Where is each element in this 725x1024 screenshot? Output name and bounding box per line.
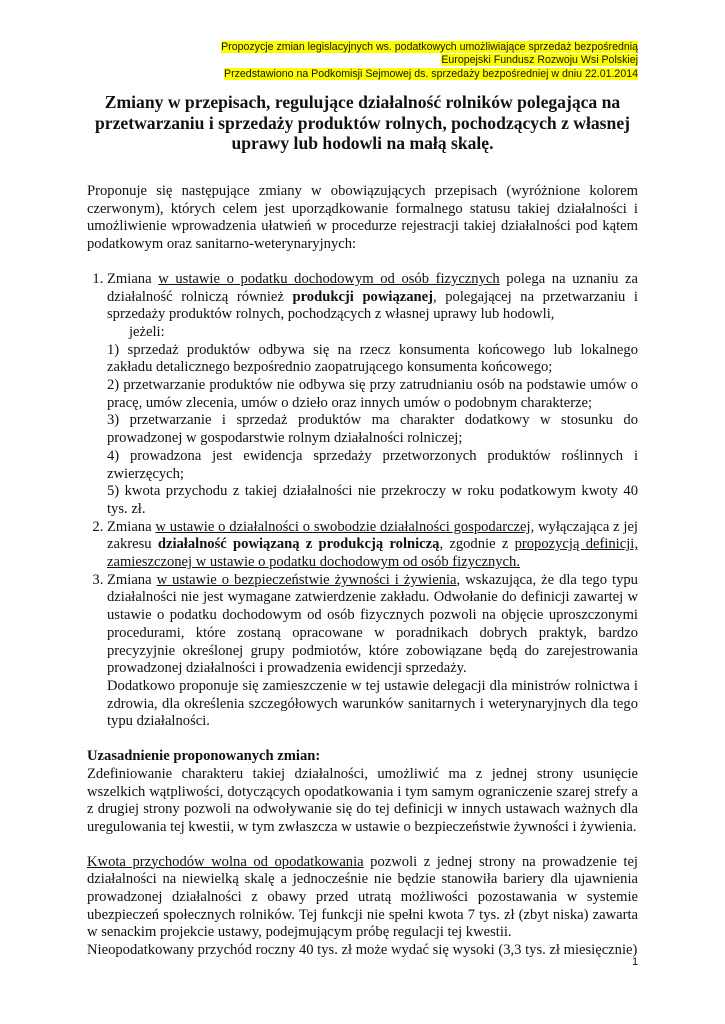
justification-paragraph-1: Zdefiniowanie charakteru takiej działalności, umożliwić ma z jednej strony usunięcie wszelkich wątpliwości, dotyczących opodatkowania i tym samym ograniczenie szarej strefy a z drugiej strony pozwoli na odwoływanie się do tej definicji w innych ustawach ważnych dla uregulowania tej kwestii, w tym zwłaszcza w ustawie o bezpieczeństwie żywności i żywienia.: [87, 765, 638, 835]
header-line-2: Europejski Fundusz Rozwoju Wsi Polskiej: [441, 54, 638, 67]
condition-3: 3) przetwarzanie i sprzedaż produktów ma charakter dodatkowy w stosunku do prowadzonej w gospodarstwie rolnym działalności rolniczej;: [107, 412, 638, 447]
document-title: Zmiany w przepisach, regulujące działalność rolników polegająca na przetwarzaniu i sprzedaży produktów rolnych, pochodzących z własnej uprawy lub hodowli na małą skalę.: [95, 92, 630, 153]
proposal-item-2: [107, 519, 638, 572]
proposal-3-text: 3. Zmiana w ustawie o bezpieczeństwie żywności i żywienia, wskazująca, że dla tego typu działalności nie jest wymagane zatwierdzenie zakładu. Odwołanie do definicji zawartej w ustawie o podatku dochodowym od osób fizycznych pozwoli na objęcie uproszczonymi procedurami, które zostaną opracowane w poradnikach dobrych praktyk, bardzo precyzyjnie określonej grupy podmiotów, które zobowiązane będą do zarejestrowania prowadzonej działalności i prowadzenia ewidencji sprzedaży.: [107, 571, 638, 677]
condition-5: 5) kwota przychodu z takiej działalności nie przekroczy w roku podatkowym kwoty 40 tys. zł.: [107, 483, 638, 517]
header-line-1: Propozycje zmian legislacyjnych ws. podatkowych umożliwiające sprzedaż bezpośrednią: [221, 41, 638, 53]
document-header: [221, 41, 638, 81]
condition-intro: jeżeli:: [129, 323, 165, 340]
condition-4: 4) prowadzona jest ewidencja sprzedaży przetworzonych produktów roślinnych i zwierzęcych;: [107, 447, 638, 482]
proposal-item-1: [107, 271, 638, 519]
justification-paragraph-2: Kwota przychodów wolna od opodatkowania pozwoli z jednej strony na prowadzenie tej działalności na niewielką skalę a jednocześnie nie będzie stanowiła bariery dla ujawnienia prowadzonej działalności z obawy przed utratą możliwości pozostawania w systemie ubezpieczeń społecznych rolników. Tej funkcji nie spełni kwota 7 tys. zł (zbyt niska) zawarta w senackim projekcie ustawy, podejmującym próbę regulacji tej kwestii.: [87, 853, 638, 941]
proposal-list: [87, 271, 638, 731]
intro-paragraph: Proponuje się następujące zmiany w obowiązujących przepisach (wyróżnione kolorem czerwonym), których celem jest uporządkowanie formalnego statusu takiej działalności i umożliwienie wprowadzenia ułatwień w procedurze rejestracji takiej działalności pod kątem podatkowym oraz sanitarno-weterynaryjnych:: [87, 183, 638, 253]
page-number: 1: [632, 956, 638, 968]
proposal-2-text: 2. Zmiana w ustawie o działalności o swobodzie działalności gospodarczej, wyłączająca z jej zakresu działalność powiązaną z produkcją rolniczą, zgodnie z propozycją definicji, zamieszczonej w ustawie o podatku dochodowym od osób fizycznych.: [107, 518, 638, 571]
proposal-item-3: [107, 572, 638, 731]
condition-1: 1) sprzedaż produktów odbywa się na rzecz konsumenta końcowego lub lokalnego zakładu detalicznego bezpośrednio zaopatrującego konsumenta końcowego;: [107, 341, 638, 376]
proposal-3-extra: Dodatkowo proponuje się zamieszczenie w tej ustawie delegacji dla ministrów rolnictwa i zdrowia, dla określenia szczegółowych warunków sanitarnych i weterynaryjnych dla tego typu działalności.: [107, 677, 638, 730]
condition-2: 2) przetwarzanie produktów nie odbywa się przy zatrudnianiu osób na podstawie umów o pracę, umów zlecenia, umów o dzieło oraz innych umów o podobnym charakterze;: [107, 377, 638, 411]
justification-heading: Uzasadnienie proponowanych zmian:: [87, 748, 321, 765]
proposal-1-text: 1. Zmiana w ustawie o podatku dochodowym od osób fizycznych polega na uznaniu za działalność rolniczą również produkcji powiązanej, polegającej na przetwarzaniu i sprzedaży produktów rolnych, pochodzących z własnej uprawy lub hodowli,: [107, 270, 638, 323]
header-line-3: Przedstawiono na Podkomisji Sejmowej ds. sprzedaży bezpośredniej w dniu 22.01.2014: [224, 67, 638, 80]
law-reference-link: w ustawie o podatku dochodowym od osób fizycznych: [158, 270, 500, 287]
document-body: [87, 183, 638, 960]
justification-paragraph-3: Nieopodatkowany przychód roczny 40 tys. zł może wydać się wysoki (3,3 tys. zł miesięcznie): [87, 942, 638, 959]
